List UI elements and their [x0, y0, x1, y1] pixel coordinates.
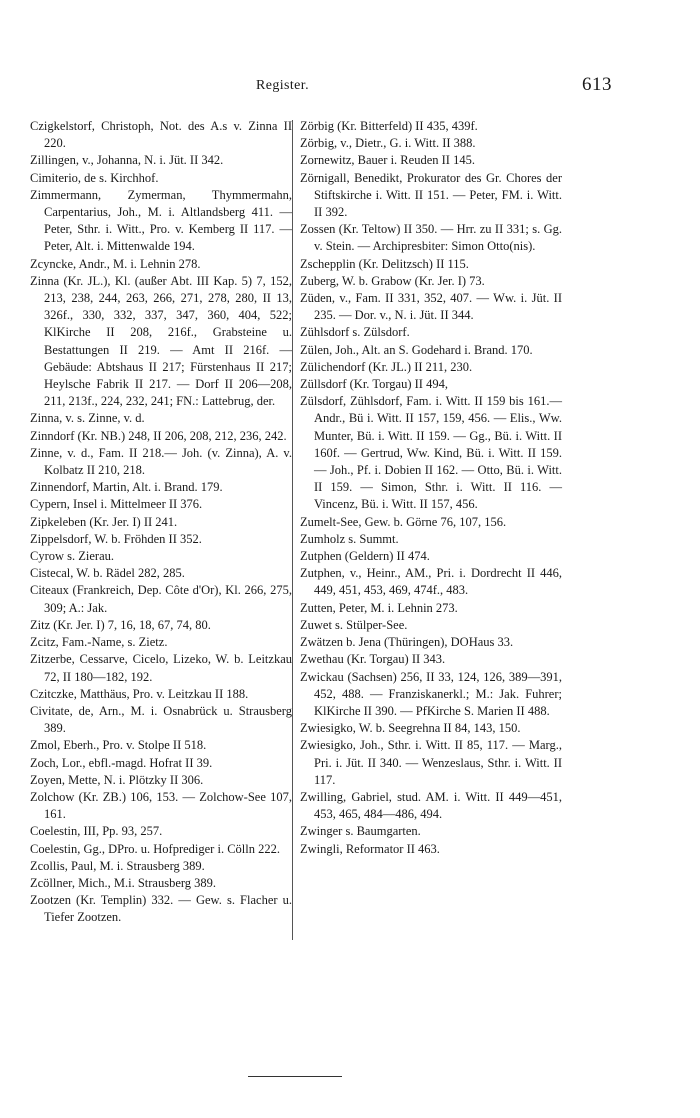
right-column [300, 118, 562, 858]
index-entry: Zutten, Peter, M. i. Lehnin 273. [300, 600, 458, 615]
index-entry: Zülichendorf (Kr. JL.) II 211, 230. [300, 359, 473, 374]
index-entry: Cimiterio, de s. Kirchhof. [30, 170, 159, 185]
index-entry: Zitzerbe, Cessarve, Cicelo, Lizeko, W. b. Leitzkau 72, II 180—182, 192. [30, 652, 292, 684]
index-entry: Zwätzen b. Jena (Thüringen), DOHaus 33. [300, 635, 514, 650]
index-entry: Zschepplin (Kr. Delitzsch) II 115. [300, 256, 469, 271]
index-entry: Zootzen (Kr. Templin) 332. — Gew. s. Flacher u. Tiefer Zootzen. [30, 893, 292, 925]
index-entry: Zinna, v. s. Zinne, v. d. [30, 411, 145, 426]
index-entry: Zutphen (Geldern) II 474. [300, 549, 430, 564]
index-entry: Zuwet s. Stülper-See. [300, 617, 408, 632]
index-entry: Zühlsdorf s. Zülsdorf. [300, 325, 410, 340]
index-entry: Zwethau (Kr. Torgau) II 343. [300, 652, 446, 667]
index-entry: Zoch, Lor., ebfl.-magd. Hofrat II 39. [30, 755, 213, 770]
index-entry: Citeaux (Frankreich, Dep. Côte d'Or), Kl. 266, 275, 309; A.: Jak. [30, 583, 292, 615]
index-entry: Züllsdorf (Kr. Torgau) II 494, [300, 377, 448, 392]
index-entry: Zwickau (Sachsen) 256, II 33, 124, 126, 389—391, 452, 488. — Franziskanerkl.; M.: Jak. Fuhrer; KlKirche II 390. — PfKirche S. Marien II 488. [300, 669, 562, 718]
page-number: 613 [582, 74, 612, 95]
index-entry: Zörbig (Kr. Bitterfeld) II 435, 439f. [300, 119, 478, 133]
index-entry: Cypern, Insel i. Mittelmeer II 376. [30, 497, 203, 512]
index-entry: Zmol, Eberh., Pro. v. Stolpe II 518. [30, 738, 207, 753]
index-entry: Zülsdorf, Zühlsdorf, Fam. i. Witt. II 159 bis 161.— Andr., Bü i. Witt. II 157, 159, 456. — Elis., Ww. Munter, Bü. i. Witt. II 159. — Gg., Bü. i. Witt. II 160f. — Gertrud, Ww. Kind, Bü. i. Witt. II 159. — Joh., Pf. i. Dobien II 162. — Otto, Bü. i. Witt. II 159. — Simon, Sthr. i. Witt. II 116. — Vincenz, Bü. i. Witt. II 157, 456. [300, 394, 562, 512]
index-entry: Cistecal, W. b. Rädel 282, 285. [30, 566, 185, 581]
index-entry: Zinnendorf, Martin, Alt. i. Brand. 179. [30, 480, 223, 495]
index-entry: Zwinger s. Baumgarten. [300, 824, 421, 839]
index-entry: Civitate, de, Arn., M. i. Osnabrück u. Strausberg 389. [30, 703, 292, 736]
index-entry: Zinndorf (Kr. NB.) 248, II 206, 208, 212, 236, 242. [30, 428, 287, 443]
index-entry: Zumelt-See, Gew. b. Görne 76, 107, 156. [300, 514, 507, 529]
index-entry: Zcöllner, Mich., M.i. Strausberg 389. [30, 875, 217, 890]
index-entry: Zwiesigko, Joh., Sthr. i. Witt. II 85, 117. — Marg., Pri. i. Jüt. II 340. — Wenzeslaus, Sthr. i. Witt. II 117. [300, 738, 562, 787]
index-entry: Coelestin, Gg., DPro. u. Hofprediger i. Cölln 222. [30, 841, 280, 856]
end-of-register-rule [248, 1076, 342, 1077]
index-entry: Zörnigall, Benedikt, Prokurator des Gr. Chores der Stiftskirche i. Witt. II 151. — Peter, FM. i. Witt. II 392. [300, 170, 562, 220]
index-entry: Zinna (Kr. JL.), Kl. (außer Abt. III Kap. 5) 7, 152, 213, 238, 244, 263, 266, 271, 278, 280, II 13, 326f., 330, 332, 337, 347, 360, 404, 522; KlKirche II 208, 216f., Grabsteine u. Bestattungen II 219. — Amt II 216f. — Gebäude: Abtshaus II 217; Fürstenhaus II 217; Heylsche Fabrik II 217. — Dorf II 206—208, 211, 213f., 224, 232, 241; FN.: Lattebrug, der. [30, 273, 292, 409]
index-entry: Zülen, Joh., Alt. an S. Godehard i. Brand. 170. [300, 342, 533, 357]
index-entry: Zuberg, W. b. Grabow (Kr. Jer. I) 73. [300, 273, 485, 288]
index-entry: Zillingen, v., Johanna, N. i. Jüt. II 342. [30, 153, 224, 168]
index-entry: Cyrow s. Zierau. [30, 549, 115, 564]
index-entry: Zwiesigko, W. b. Seegrehna II 84, 143, 150. [300, 721, 521, 736]
index-entry: Zumholz s. Summt. [300, 531, 399, 546]
index-entry: Zimmermann, Zymerman, Thymmermahn, Carpentarius, Joh., M. i. Altlandsberg 411. — Peter, Sthr. i. Witt., Pro. v. Kemberg II 117. — Peter, Alt. i. Mittenwalde 194. [30, 187, 292, 254]
index-entry: Züden, v., Fam. II 331, 352, 407. — Ww. i. Jüt. II 235. — Dor. v., N. i. Jüt. II 344. [300, 291, 562, 323]
left-column [30, 118, 292, 927]
index-entry: Coelestin, III, Pp. 93, 257. [30, 824, 163, 839]
index-entry: Zwilling, Gabriel, stud. AM. i. Witt. II 449—451, 453, 465, 484—486, 494. [300, 789, 562, 822]
index-entry: Zipkeleben (Kr. Jer. I) II 241. [30, 514, 178, 529]
index-entry: Czitczke, Matthäus, Pro. v. Leitzkau II 188. [30, 686, 249, 701]
column-divider [292, 120, 293, 940]
index-entry: Zossen (Kr. Teltow) II 350. — Hrr. zu II 331; s. Gg. v. Stein. — Archipresbiter: Simon Otto(nis). [300, 222, 562, 254]
index-entry: Zcitz, Fam.-Name, s. Zietz. [30, 635, 168, 650]
index-entry: Zitz (Kr. Jer. I) 7, 16, 18, 67, 74, 80. [30, 617, 211, 632]
index-entry: Zcyncke, Andr., M. i. Lehnin 278. [30, 256, 201, 271]
index-entry: Zornewitz, Bauer i. Reuden II 145. [300, 153, 475, 168]
index-entry: Zippelsdorf, W. b. Fröhden II 352. [30, 531, 202, 546]
index-entry: Zoyen, Mette, N. i. Plötzky II 306. [30, 772, 204, 787]
page-header [0, 74, 700, 102]
index-entry: Zcollis, Paul, M. i. Strausberg 389. [30, 858, 205, 873]
index-entry: Zörbig, v., Dietr., G. i. Witt. II 388. [300, 136, 476, 151]
index-entry: Zinne, v. d., Fam. II 218.— Joh. (v. Zinna), A. v. Kolbatz II 210, 218. [30, 445, 292, 478]
index-entry: Zolchow (Kr. ZB.) 106, 153. — Zolchow-See 107, 161. [30, 789, 292, 822]
index-entry: Zwingli, Reformator II 463. [300, 841, 440, 856]
running-head-title: Register. [256, 78, 309, 93]
index-entry: Zutphen, v., Heinr., AM., Pri. i. Dordrecht II 446, 449, 451, 453, 469, 474f., 483. [300, 566, 562, 598]
index-entry: Czigkelstorf, Christoph, Not. des A.s v. Zinna II 220. [30, 119, 292, 151]
